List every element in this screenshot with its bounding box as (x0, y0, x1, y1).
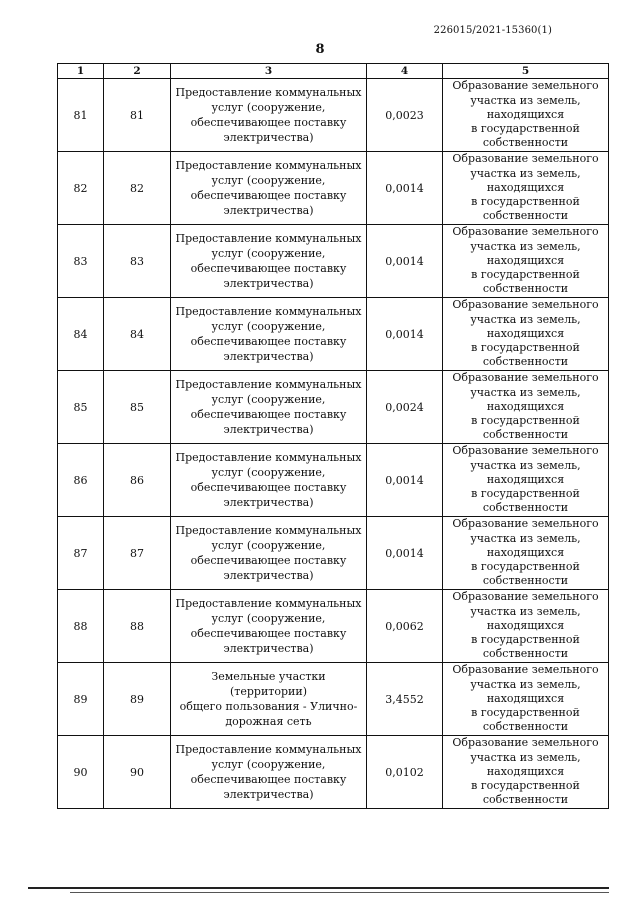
formation-method-cell-text: Образование земельного участка из земель, находящихся в государственной собственности (452, 152, 599, 223)
row-number-cell-text: 83 (73, 254, 88, 268)
plot-number-cell-text: 87 (130, 546, 144, 560)
permitted-use-cell (171, 736, 367, 809)
column-header-4: 4 (367, 64, 443, 79)
plot-number-cell-text: 82 (130, 181, 144, 195)
permitted-use-cell (171, 225, 367, 298)
permitted-use-cell-text: Земельные участки (территории) общего пользования - Улично- дорожная сеть (179, 670, 358, 728)
area-cell-text: 0,0102 (385, 765, 424, 779)
plot-number-cell (104, 663, 171, 736)
table-row (58, 225, 609, 298)
page-number: 8 (315, 42, 325, 57)
formation-method-cell (443, 225, 609, 298)
area-cell-text: 0,0023 (385, 108, 424, 122)
plot-number-cell-text: 81 (130, 108, 144, 122)
formation-method-cell-text: Образование земельного участка из земель, находящихся в государственной собственности (452, 736, 599, 807)
permitted-use-cell-text: Предоставление коммунальных услуг (сооружение, обеспечивающее поставку электричества) (175, 232, 362, 290)
row-number-cell-text: 87 (73, 546, 88, 560)
formation-method-cell (443, 517, 609, 590)
row-number-cell-text: 85 (73, 400, 88, 414)
row-number-cell (58, 517, 104, 590)
plot-number-cell (104, 517, 171, 590)
permitted-use-cell (171, 298, 367, 371)
formation-method-cell (443, 371, 609, 444)
column-header-2: 2 (104, 64, 171, 79)
row-number-cell (58, 444, 104, 517)
area-cell (367, 152, 443, 225)
row-number-cell-text: 86 (73, 473, 88, 487)
formation-method-cell (443, 298, 609, 371)
table-row (58, 371, 609, 444)
footer-rule-thick (28, 887, 609, 889)
row-number-cell (58, 152, 104, 225)
area-cell (367, 590, 443, 663)
plot-number-cell (104, 152, 171, 225)
permitted-use-cell (171, 590, 367, 663)
area-cell-text: 0,0024 (385, 400, 424, 414)
plot-number-cell (104, 590, 171, 663)
row-number-cell-text: 82 (73, 181, 88, 195)
area-cell (367, 517, 443, 590)
formation-method-cell-text: Образование земельного участка из земель, находящихся в государственной собственности (452, 517, 599, 588)
area-cell-text: 0,0014 (385, 327, 424, 341)
area-cell (367, 225, 443, 298)
table-row (58, 444, 609, 517)
area-cell (367, 663, 443, 736)
plot-number-cell-text: 84 (130, 327, 144, 341)
document-registration-number: 226015/2021-15360(1) (433, 25, 552, 36)
permitted-use-cell (171, 79, 367, 152)
permitted-use-cell (171, 663, 367, 736)
row-number-cell-text: 89 (73, 692, 88, 706)
plot-number-cell (104, 371, 171, 444)
plot-number-cell (104, 444, 171, 517)
footer-rule-thin (70, 892, 609, 893)
formation-method-cell (443, 79, 609, 152)
table-header-row (58, 64, 609, 79)
table-row (58, 298, 609, 371)
plot-number-cell (104, 79, 171, 152)
area-cell-text: 0,0014 (385, 473, 424, 487)
row-number-cell (58, 79, 104, 152)
land-plots-table (57, 63, 609, 809)
plot-number-cell (104, 736, 171, 809)
table-row (58, 79, 609, 152)
row-number-cell (58, 225, 104, 298)
table-row (58, 152, 609, 225)
plot-number-cell-text: 83 (130, 254, 144, 268)
column-header-3: 3 (171, 64, 367, 79)
formation-method-cell-text: Образование земельного участка из земель, находящихся в государственной собственности (452, 298, 599, 369)
permitted-use-cell-text: Предоставление коммунальных услуг (сооружение, обеспечивающее поставку электричества) (175, 86, 362, 144)
formation-method-cell (443, 736, 609, 809)
area-cell (367, 79, 443, 152)
plot-number-cell-text: 89 (130, 692, 144, 706)
plot-number-cell-text: 88 (130, 619, 144, 633)
permitted-use-cell (171, 444, 367, 517)
permitted-use-cell-text: Предоставление коммунальных услуг (сооружение, обеспечивающее поставку электричества) (175, 378, 362, 436)
formation-method-cell (443, 444, 609, 517)
row-number-cell-text: 84 (73, 327, 88, 341)
formation-method-cell-text: Образование земельного участка из земель, находящихся в государственной собственности (452, 590, 599, 661)
formation-method-cell-text: Образование земельного участка из земель, находящихся в государственной собственности (452, 663, 599, 734)
area-cell-text: 0,0014 (385, 181, 424, 195)
column-header-1: 1 (58, 64, 104, 79)
table-row (58, 736, 609, 809)
formation-method-cell-text: Образование земельного участка из земель, находящихся в государственной собственности (452, 79, 599, 150)
formation-method-cell (443, 663, 609, 736)
area-cell-text: 0,0014 (385, 254, 424, 268)
column-header-5: 5 (443, 64, 609, 79)
row-number-cell (58, 663, 104, 736)
row-number-cell-text: 90 (73, 765, 88, 779)
formation-method-cell-text: Образование земельного участка из земель, находящихся в государственной собственности (452, 371, 599, 442)
table-row (58, 590, 609, 663)
area-cell (367, 736, 443, 809)
area-cell-text: 0,0062 (385, 619, 424, 633)
formation-method-cell-text: Образование земельного участка из земель, находящихся в государственной собственности (452, 444, 599, 515)
permitted-use-cell (171, 517, 367, 590)
permitted-use-cell-text: Предоставление коммунальных услуг (сооружение, обеспечивающее поставку электричества) (175, 597, 362, 655)
permitted-use-cell (171, 371, 367, 444)
permitted-use-cell-text: Предоставление коммунальных услуг (сооружение, обеспечивающее поставку электричества) (175, 305, 362, 363)
row-number-cell (58, 590, 104, 663)
table-row (58, 517, 609, 590)
area-cell (367, 298, 443, 371)
permitted-use-cell-text: Предоставление коммунальных услуг (сооружение, обеспечивающее поставку электричества) (175, 743, 362, 801)
plot-number-cell-text: 85 (130, 400, 144, 414)
plot-number-cell (104, 298, 171, 371)
formation-method-cell (443, 152, 609, 225)
row-number-cell-text: 88 (73, 619, 88, 633)
permitted-use-cell-text: Предоставление коммунальных услуг (сооружение, обеспечивающее поставку электричества) (175, 451, 362, 509)
permitted-use-cell-text: Предоставление коммунальных услуг (сооружение, обеспечивающее поставку электричества) (175, 159, 362, 217)
table-body (58, 79, 609, 809)
area-cell-text: 3,4552 (385, 692, 424, 706)
row-number-cell (58, 298, 104, 371)
plot-number-cell-text: 90 (130, 765, 144, 779)
area-cell (367, 371, 443, 444)
area-cell (367, 444, 443, 517)
row-number-cell-text: 81 (73, 108, 88, 122)
plot-number-cell (104, 225, 171, 298)
table-row (58, 663, 609, 736)
plot-number-cell-text: 86 (130, 473, 144, 487)
row-number-cell (58, 736, 104, 809)
formation-method-cell (443, 590, 609, 663)
row-number-cell (58, 371, 104, 444)
formation-method-cell-text: Образование земельного участка из земель, находящихся в государственной собственности (452, 225, 599, 296)
permitted-use-cell-text: Предоставление коммунальных услуг (сооружение, обеспечивающее поставку электричества) (175, 524, 362, 582)
permitted-use-cell (171, 152, 367, 225)
area-cell-text: 0,0014 (385, 546, 424, 560)
